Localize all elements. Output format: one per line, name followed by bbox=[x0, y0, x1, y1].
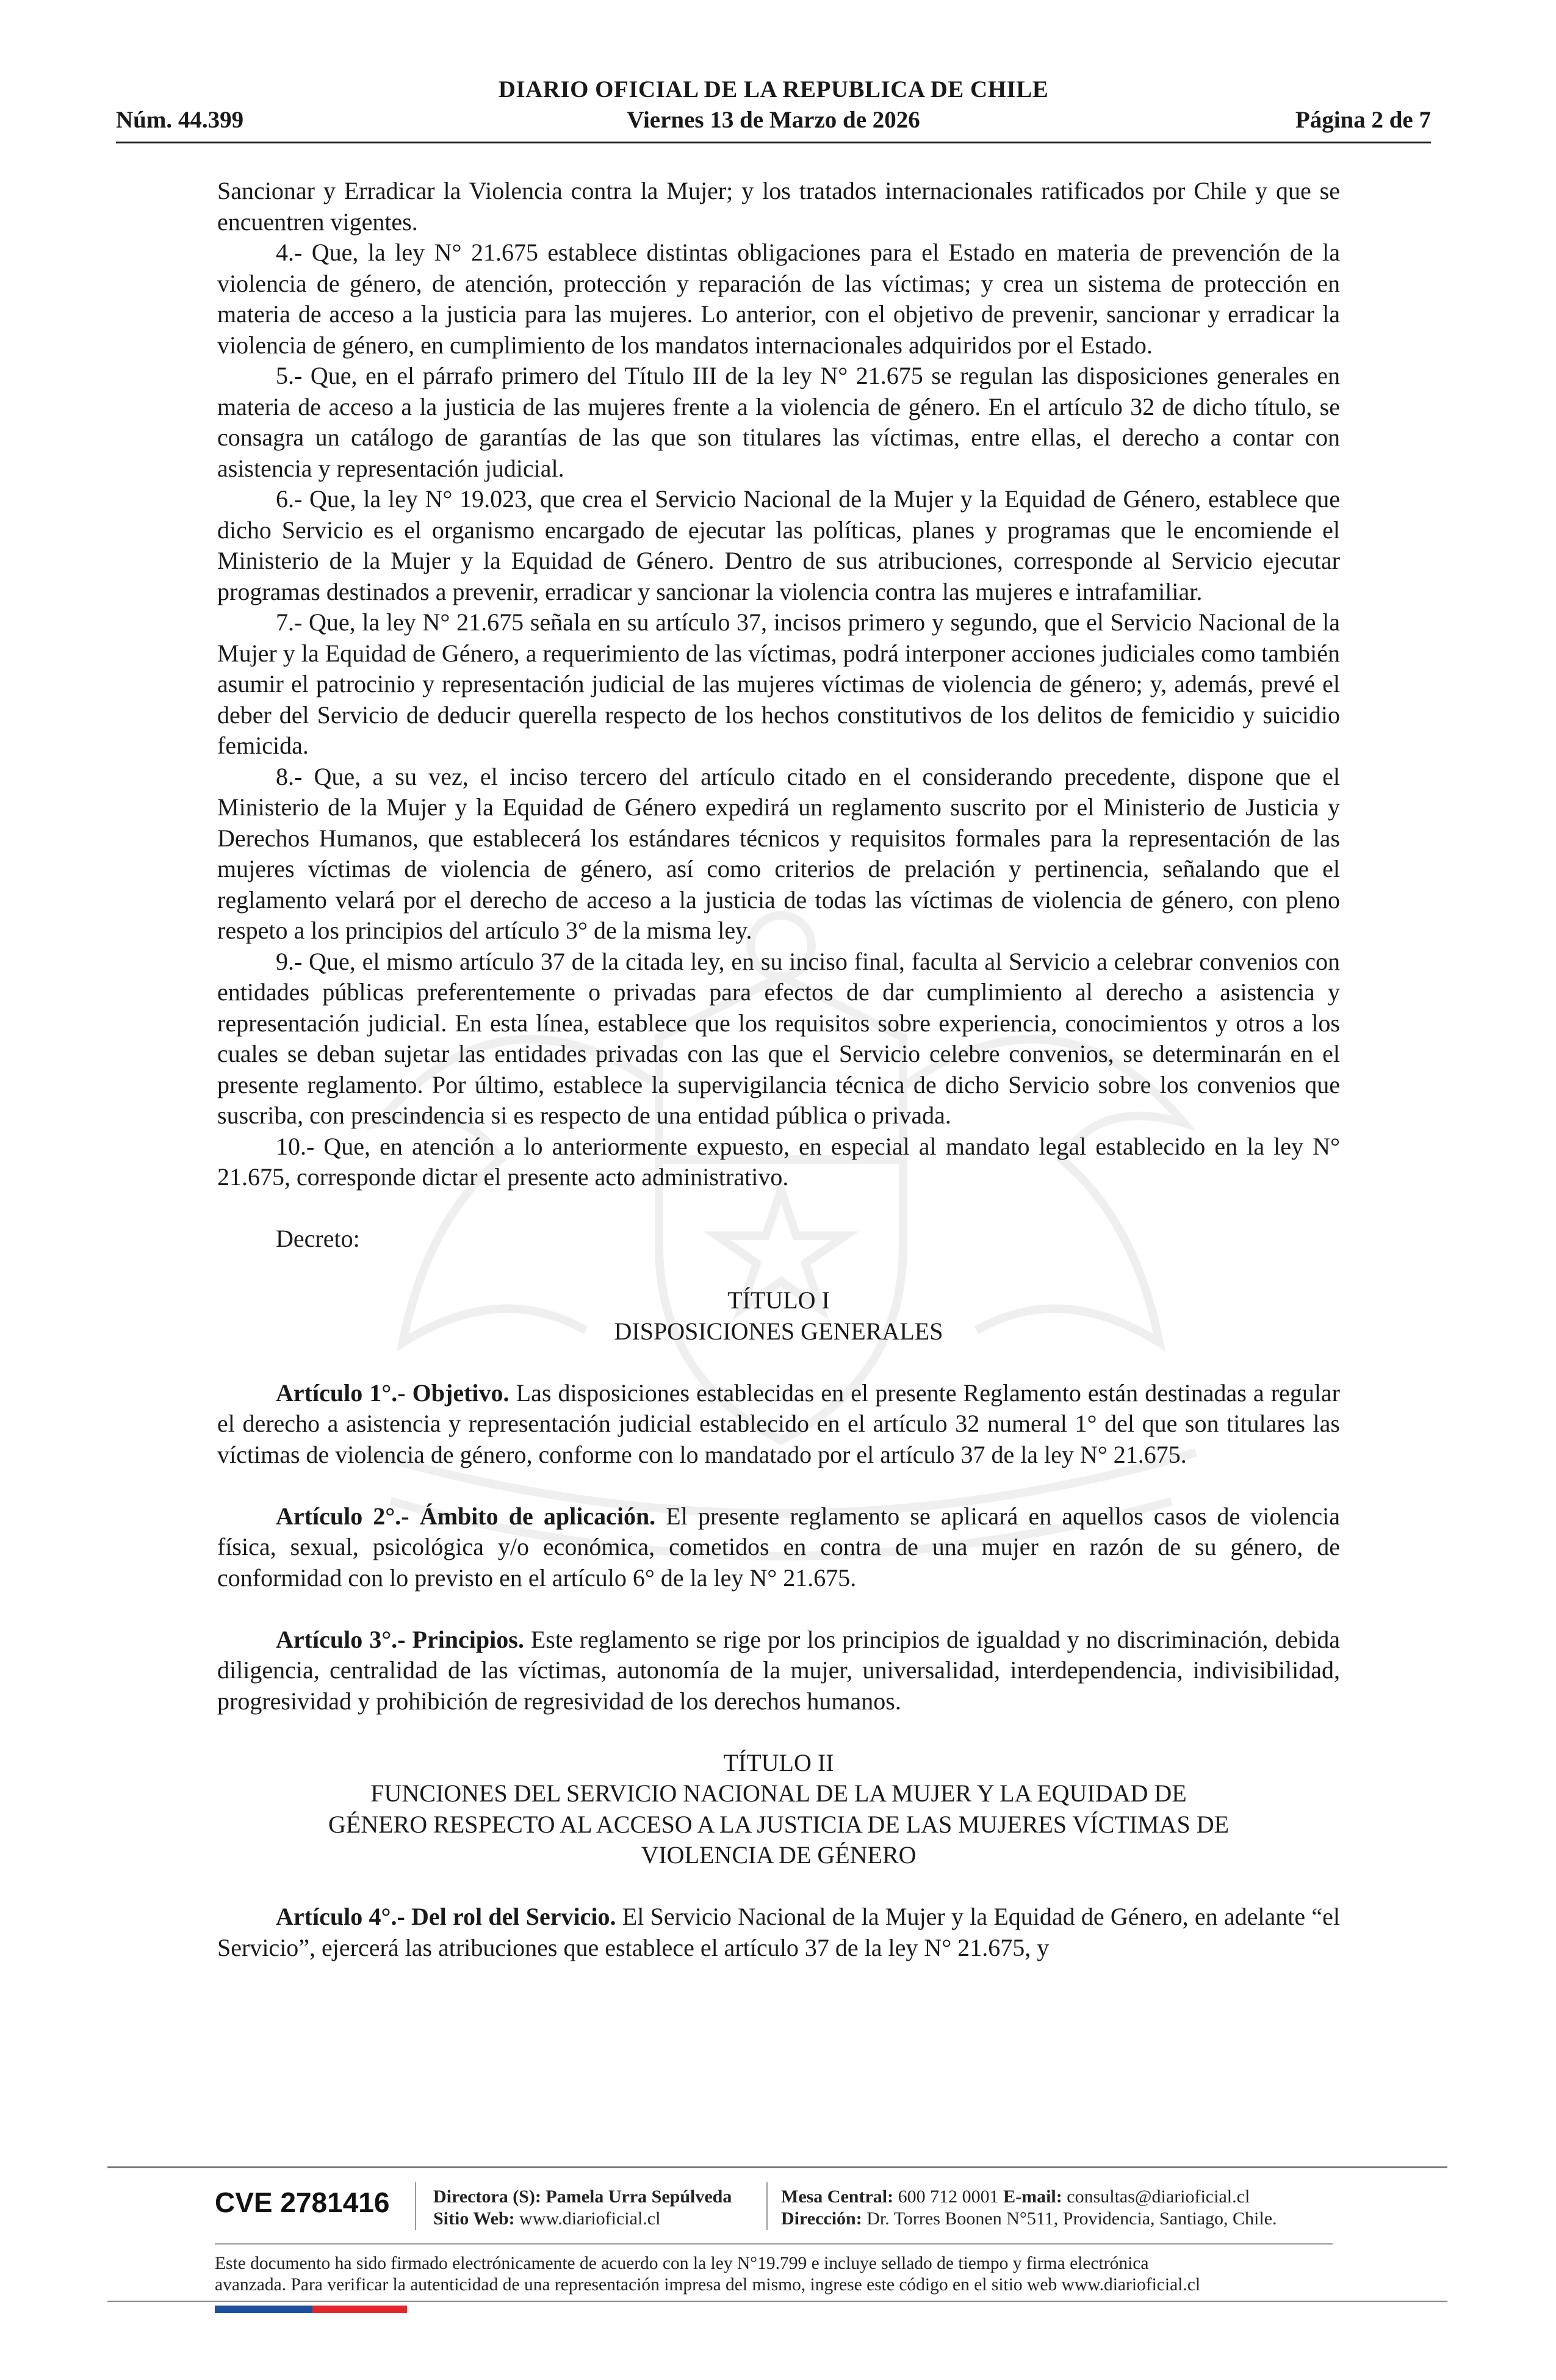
considerando-7: 7.- Que, la ley N° 21.675 señala en su artículo 37, incisos primero y segundo, que el Servicio Nacional de la Mujer y la Equidad de Género, a requerimiento de las víctimas, podrá interponer acciones judiciales como también asumir el patrocinio y representación judicial de las mujeres víctimas de violencia de género; y, además, prevé el deber del Servicio de deducir querella respecto de los hechos constitutivos de los delitos de femicidio y suicidio femicida. bbox=[217, 608, 1340, 759]
issue-date: Viernes 13 de Marzo de 2026 bbox=[627, 107, 920, 133]
footer-divider bbox=[107, 2166, 1447, 2168]
considerando-5: 5.- Que, en el párrafo primero del Título III de la ley N° 21.675 se regulan las disposiciones generales en materia de acceso a la justicia de las mujeres frente a la violencia de género. En el artículo 32 de dicho título, se consagra un catálogo de garantías de las que son titulares las víctimas, entre ellas, el derecho a contar con asistencia y representación judicial. bbox=[217, 362, 1340, 482]
titulo-2-line-2: GÉNERO RESPECTO AL ACCESO A LA JUSTICIA DE LAS MUJERES VÍCTIMAS DE bbox=[328, 1810, 1230, 1838]
director-label: Directora (S): bbox=[433, 2187, 541, 2207]
flag-stripe-red bbox=[312, 2306, 407, 2313]
footer-separator bbox=[415, 2182, 416, 2230]
footer-director-block bbox=[433, 2186, 732, 2230]
director-name: Pamela Urra Sepúlveda bbox=[541, 2187, 732, 2207]
considerando-10: 10.- Que, en atención a lo anteriormente expuesto, en especial al mandato legal establecido en la ley N° 21.675, corresponde dictar el presente acto administrativo. bbox=[217, 1132, 1340, 1191]
cve-code: CVE 2781416 bbox=[215, 2187, 390, 2218]
header-divider bbox=[116, 142, 1431, 143]
document-body bbox=[217, 176, 1340, 1963]
considerando-6: 6.- Que, la ley N° 19.023, que crea el Servicio Nacional de la Mujer y la Equidad de Género, establece que dicho Servicio es el organismo encargado de ejecutar las políticas, planes y programas que le encomiende el Ministerio de la Mujer y la Equidad de Género. Dentro de sus atribuciones, corresponde al Servicio ejecutar programas destinados a prevenir, erradicar y sancionar la violencia contra las mujeres e intrafamiliar. bbox=[217, 485, 1340, 605]
legal-line-1: Este documento ha sido firmado electrónicamente de acuerdo con la ley N°19.799 e incluye sellado de tiempo y firma electrónica bbox=[215, 2254, 1149, 2273]
articulo-1-text: Las disposiciones establecidas en el presente Reglamento están destinadas a regular el derecho a asistencia y representación judicial establecido en el artículo 32 numeral 1° del que son titulares las víctimas de violencia de género, conforme con lo mandatado por el artículo 37 de la ley N° 21.675. bbox=[217, 1379, 1341, 1468]
articulo-3-heading: Artículo 3°.- Principios. bbox=[276, 1625, 524, 1653]
articulo-1-heading: Artículo 1°.- Objetivo. bbox=[276, 1379, 510, 1407]
articulo-3 bbox=[217, 1625, 1340, 1717]
considerando-4: 4.- Que, la ley N° 21.675 establece distintas obligaciones para el Estado en materia de prevención de la violencia de género, de atención, protección y reparación de las víctimas; y crea un sistema de protección en materia de acceso a la justicia para las mujeres. Lo anterior, con el objetivo de prevenir, sancionar y erradicar la violencia de género, en cumplimiento de los mandatos internacionales adquiridos por el Estado. bbox=[217, 239, 1340, 359]
mesa-value: 600 712 0001 bbox=[893, 2187, 1004, 2207]
articulo-4-text: El Servicio Nacional de la Mujer y la Equidad de Género, en adelante “el Servicio”, ejercerá las atribuciones que establece el artículo 37 de la ley N° 21.675, y bbox=[217, 1903, 1341, 1961]
titulo-2-line-1: FUNCIONES DEL SERVICIO NACIONAL DE LA MUJER Y LA EQUIDAD DE bbox=[370, 1780, 1187, 1807]
titulo-2-label: TÍTULO II bbox=[723, 1748, 834, 1776]
articulo-4-heading: Artículo 4°.- Del rol del Servicio. bbox=[276, 1903, 616, 1930]
articulo-2-text: El presente reglamento se aplicará en aquellos casos de violencia física, sexual, psicológica y/o económica, cometidos en contra de una mujer en razón de su género, de conformidad con lo previsto en el artículo 6° de la ley N° 21.675. bbox=[217, 1502, 1340, 1592]
email-label: E-mail: bbox=[1003, 2187, 1062, 2207]
articulo-2-heading: Artículo 2°.- Ámbito de aplicación. bbox=[276, 1502, 656, 1530]
bottom-divider bbox=[107, 2301, 1447, 2302]
articulo-3-text: Este reglamento se rige por los principios de igualdad y no discriminación, debida diligencia, centralidad de las víctimas, autonomía de la mujer, universalidad, interdependencia, indivisibilidad, progresividad y prohibición de regresividad de los derechos humanos. bbox=[217, 1625, 1341, 1715]
articulo-2 bbox=[217, 1501, 1340, 1594]
footer-separator bbox=[766, 2182, 768, 2230]
page-indicator: Página 2 de 7 bbox=[1295, 107, 1431, 133]
email-link[interactable]: consultas@diarioficial.cl bbox=[1062, 2187, 1250, 2207]
considerando-8: 8.- Que, a su vez, el inciso tercero del artículo citado en el considerando precedente, dispone que el Ministerio de la Mujer y la Equidad de Género expedirá un reglamento suscrito por el Ministerio de Justicia y Derechos Humanos, que establecerá los estándares técnicos y requisitos formales para la representación de las mujeres víctimas de violencia de género, así como criterios de prelación y pertinencia, señalando que el reglamento velará por el derecho de acceso a la justicia de todas las víctimas de violencia de género, con pleno respeto a los principios del artículo 3° de la misma ley. bbox=[217, 762, 1340, 944]
publication-title: DIARIO OFICIAL DE LA REPUBLICA DE CHILE bbox=[498, 76, 1049, 103]
website-link[interactable]: www.diarioficial.cl bbox=[514, 2209, 661, 2229]
address-label: Dirección: bbox=[781, 2209, 862, 2229]
page-header bbox=[116, 76, 1431, 144]
issue-number: Núm. 44.399 bbox=[116, 107, 244, 133]
mesa-label: Mesa Central: bbox=[781, 2187, 894, 2207]
articulo-1 bbox=[217, 1378, 1340, 1471]
website-label: Sitio Web: bbox=[433, 2209, 515, 2229]
legal-line-2: avanzada. Para verificar la autenticidad de una representación impresa del mismo, ingrese este código en el sitio web www.diarioficial.cl bbox=[215, 2275, 1201, 2295]
decreto-label: Decreto: bbox=[276, 1225, 360, 1252]
legal-notice bbox=[215, 2253, 1350, 2296]
titulo-2-line-3: VIOLENCIA DE GÉNERO bbox=[641, 1841, 917, 1869]
flag-stripe-blue bbox=[215, 2306, 312, 2313]
titulo-1-name: DISPOSICIONES GENERALES bbox=[614, 1317, 943, 1345]
address-value: Dr. Torres Boonen N°511, Providencia, Santiago, Chile. bbox=[862, 2209, 1277, 2229]
footer-contact-block bbox=[781, 2186, 1277, 2230]
titulo-1-label: TÍTULO I bbox=[727, 1286, 830, 1314]
considerando-9: 9.- Que, el mismo artículo 37 de la citada ley, en su inciso final, faculta al Servicio a celebrar convenios con entidades públicas preferentemente o privadas para efectos de dar cumplimiento al derecho a asistencia y representación judicial. En esta línea, establece que los requisitos sobre experiencia, conocimientos y otros a los cuales se deban sujetar las entidades privadas con las que el Servicio celebre convenios, se determinarán en el presente reglamento. Por último, establece la supervigilancia técnica de dicho Servicio sobre los convenios que suscriba, con prescindencia si es respecto de una entidad pública o privada. bbox=[217, 947, 1340, 1129]
articulo-4 bbox=[217, 1902, 1340, 1963]
paragraph-continuation: Sancionar y Erradicar la Violencia contra la Mujer; y los tratados internacionales ratificados por Chile y que se encuentren vigentes. bbox=[217, 177, 1340, 236]
footer-thin-divider bbox=[215, 2243, 1333, 2245]
